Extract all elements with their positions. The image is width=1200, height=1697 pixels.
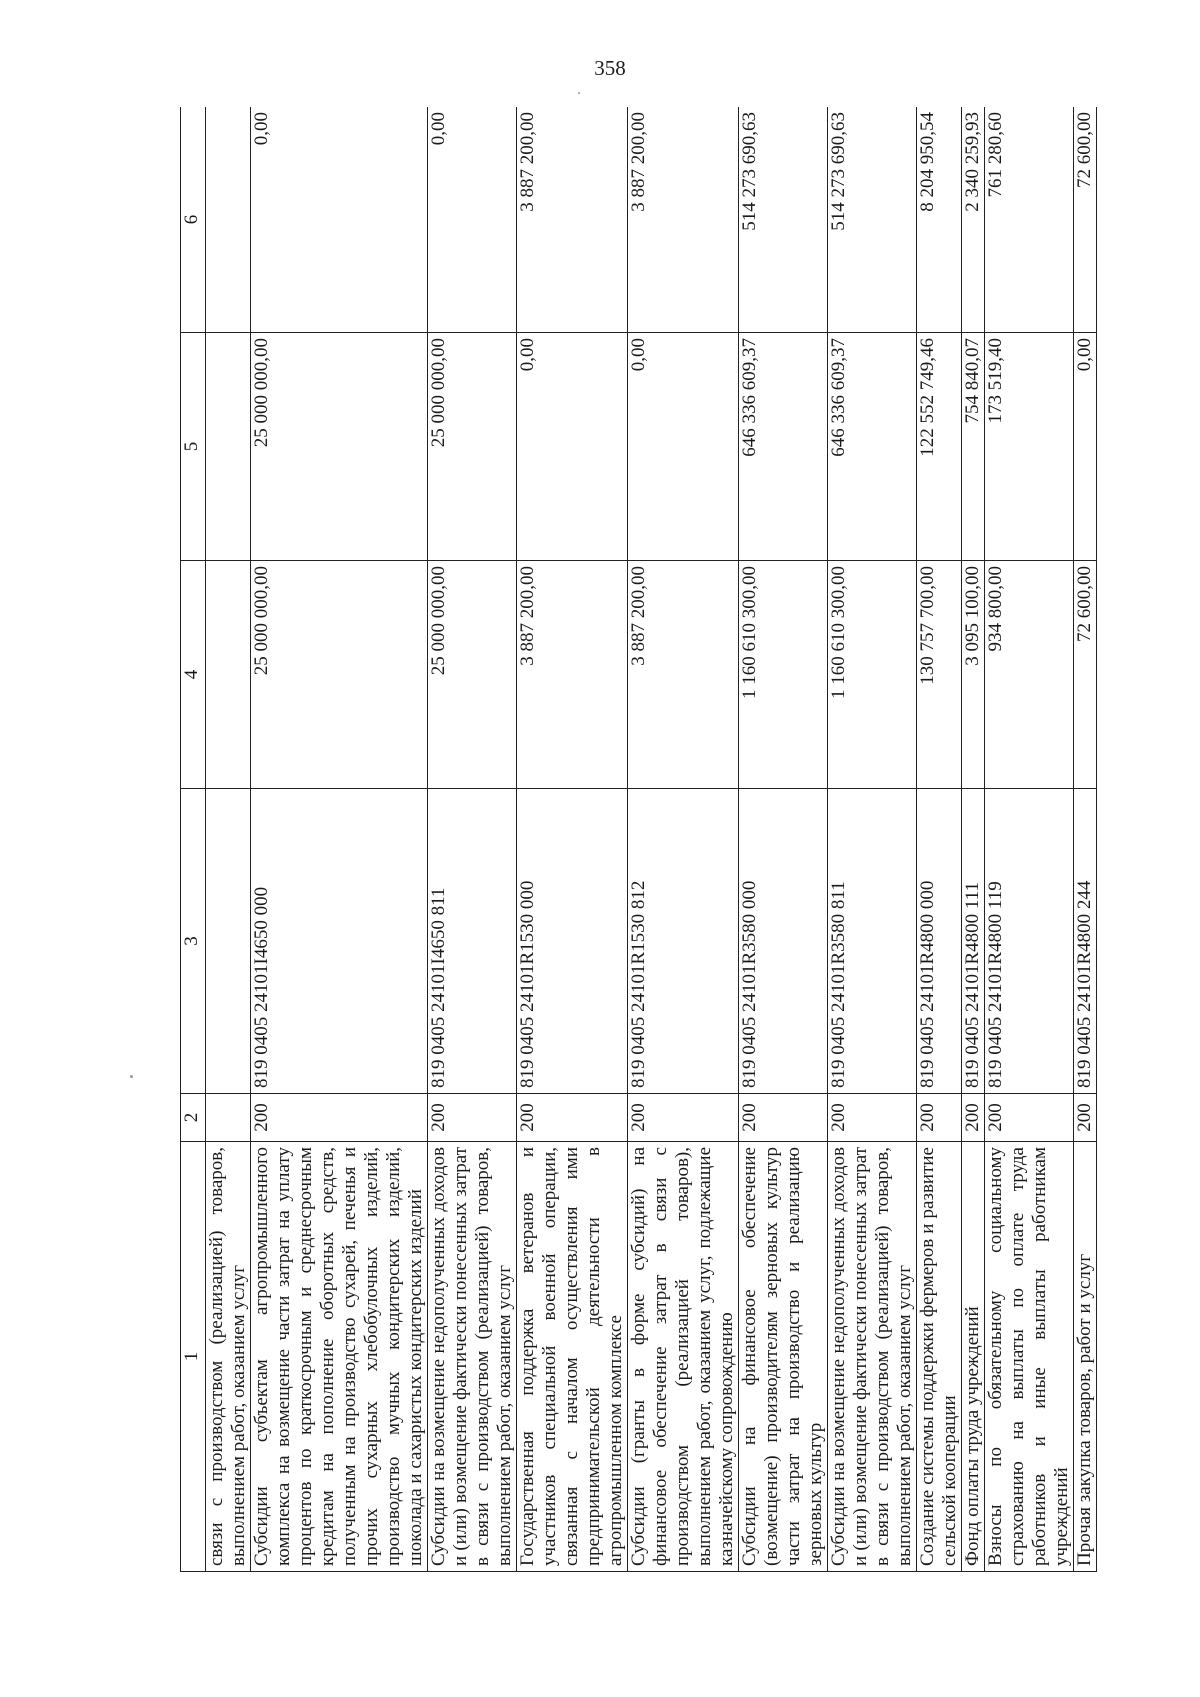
row-code: 819 0405 24101R4800 119 xyxy=(985,789,1074,1094)
row-name: Фонд оплаты труда учреждений xyxy=(962,1142,985,1572)
row-col2: 200 xyxy=(739,1094,828,1142)
row-code: 819 0405 24101R1530 000 xyxy=(517,789,628,1094)
row-col6: 0,00 xyxy=(251,107,428,333)
table-row xyxy=(962,107,985,1572)
row-col6: 761 280,60 xyxy=(985,107,1074,333)
scan-speck xyxy=(130,1075,133,1078)
row-code xyxy=(206,789,251,1094)
row-col4: 3 095 100,00 xyxy=(962,561,985,789)
row-code: 819 0405 24101R1530 812 xyxy=(628,789,739,1094)
row-col5: 646 336 609,37 xyxy=(739,333,828,561)
row-col2: 200 xyxy=(962,1094,985,1142)
budget-table xyxy=(180,107,1097,1572)
table-row xyxy=(517,107,628,1572)
row-col4: 25 000 000,00 xyxy=(428,561,517,789)
scan-speck xyxy=(578,92,580,94)
header-cell: 3 xyxy=(181,789,206,1094)
row-col4: 130 757 700,00 xyxy=(917,561,962,789)
row-name: связи с производством (реализацией) товаров, выполнением работ, оказанием услуг xyxy=(206,1142,251,1572)
table-row xyxy=(828,107,917,1572)
table-row xyxy=(917,107,962,1572)
row-name: Субсидии на возмещение недополученных доходов и (или) возмещение фактически понесенных затрат в связи с производством (реализацией) товаров, выполнением работ, оказанием услуг xyxy=(428,1142,517,1572)
row-code: 819 0405 24101I4650 811 xyxy=(428,789,517,1094)
row-col6: 514 273 690,63 xyxy=(739,107,828,333)
table-row xyxy=(1074,107,1097,1572)
row-col6: 2 340 259,93 xyxy=(962,107,985,333)
row-code: 819 0405 24101I4650 000 xyxy=(251,789,428,1094)
row-col5 xyxy=(206,333,251,561)
row-name: Государственная поддержка ветеранов и участников специальной военной операции, связанная с началом осуществления ими предпринимательской деятельности в агропромышленном комплексе xyxy=(517,1142,628,1572)
row-col2: 200 xyxy=(628,1094,739,1142)
row-col2: 200 xyxy=(1074,1094,1097,1142)
row-code: 819 0405 24101R3580 000 xyxy=(739,789,828,1094)
row-name: Создание системы поддержки фермеров и развитие сельской кооперации xyxy=(917,1142,962,1572)
table-row xyxy=(428,107,517,1572)
row-col2: 200 xyxy=(828,1094,917,1142)
row-col5: 646 336 609,37 xyxy=(828,333,917,561)
table-row xyxy=(206,107,251,1572)
row-col6: 72 600,00 xyxy=(1074,107,1097,333)
row-col2 xyxy=(206,1094,251,1142)
header-cell: 4 xyxy=(181,561,206,789)
table-row xyxy=(251,107,428,1572)
header-cell: 5 xyxy=(181,333,206,561)
row-name: Субсидии (гранты в форме субсидий) на финансовое обеспечение затрат в связи с производством (реализацией товаров), выполнением работ, оказанием услуг, подлежащие казначейскому сопровождению xyxy=(628,1142,739,1572)
header-cell: 2 xyxy=(181,1094,206,1142)
row-col2: 200 xyxy=(428,1094,517,1142)
row-col5: 122 552 749,46 xyxy=(917,333,962,561)
row-col4: 3 887 200,00 xyxy=(517,561,628,789)
header-cell: 1 xyxy=(181,1142,206,1572)
row-name: Прочая закупка товаров, работ и услуг xyxy=(1074,1142,1097,1572)
row-code: 819 0405 24101R4800 111 xyxy=(962,789,985,1094)
row-col6: 8 204 950,54 xyxy=(917,107,962,333)
table-row xyxy=(985,107,1074,1572)
row-col2: 200 xyxy=(917,1094,962,1142)
row-name: Субсидии субъектам агропромышленного комплекса на возмещение части затрат на уплату процентов по краткосрочным и среднесрочным кредитам на пополнение оборотных средств, полученным на производство сухарей, печенья и прочих сухарных хлебобулочных изделий, производство мучных кондитерских изделий, шоколада и сахаристых кондитерских изделий xyxy=(251,1142,428,1572)
row-col4: 1 160 610 300,00 xyxy=(739,561,828,789)
table-row xyxy=(628,107,739,1572)
row-name: Взносы по обязательному социальному страхованию на выплаты по оплате труда работников и иные выплаты работникам учреждений xyxy=(985,1142,1074,1572)
row-col4: 72 600,00 xyxy=(1074,561,1097,789)
header-row xyxy=(181,107,206,1572)
row-col4: 25 000 000,00 xyxy=(251,561,428,789)
page-number: 358 xyxy=(594,56,626,80)
row-col5: 754 840,07 xyxy=(962,333,985,561)
row-col5: 25 000 000,00 xyxy=(428,333,517,561)
row-col6: 0,00 xyxy=(428,107,517,333)
row-col4 xyxy=(206,561,251,789)
row-col4: 934 800,00 xyxy=(985,561,1074,789)
row-col2: 200 xyxy=(251,1094,428,1142)
row-col5: 0,00 xyxy=(517,333,628,561)
table-container xyxy=(180,107,1120,1572)
row-col6: 3 887 200,00 xyxy=(628,107,739,333)
row-col6: 3 887 200,00 xyxy=(517,107,628,333)
rotated-table xyxy=(180,107,1120,1572)
table-row xyxy=(739,107,828,1572)
row-col5: 25 000 000,00 xyxy=(251,333,428,561)
row-col2: 200 xyxy=(985,1094,1074,1142)
row-code: 819 0405 24101R4800 000 xyxy=(917,789,962,1094)
row-col6: 514 273 690,63 xyxy=(828,107,917,333)
header-cell: 6 xyxy=(181,107,206,333)
row-code: 819 0405 24101R4800 244 xyxy=(1074,789,1097,1094)
row-col4: 3 887 200,00 xyxy=(628,561,739,789)
row-col6 xyxy=(206,107,251,333)
row-name: Субсидии на возмещение недополученных доходов и (или) возмещение фактически понесенных затрат в связи с производством (реализацией) товаров, выполнением работ, оказанием услуг xyxy=(828,1142,917,1572)
row-code: 819 0405 24101R3580 811 xyxy=(828,789,917,1094)
row-col5: 173 519,40 xyxy=(985,333,1074,561)
row-name: Субсидии на финансовое обеспечение (возмещение) производителям зерновых культур части затрат на производство и реализацию зерновых культур xyxy=(739,1142,828,1572)
row-col5: 0,00 xyxy=(628,333,739,561)
row-col2: 200 xyxy=(517,1094,628,1142)
row-col4: 1 160 610 300,00 xyxy=(828,561,917,789)
row-col5: 0,00 xyxy=(1074,333,1097,561)
